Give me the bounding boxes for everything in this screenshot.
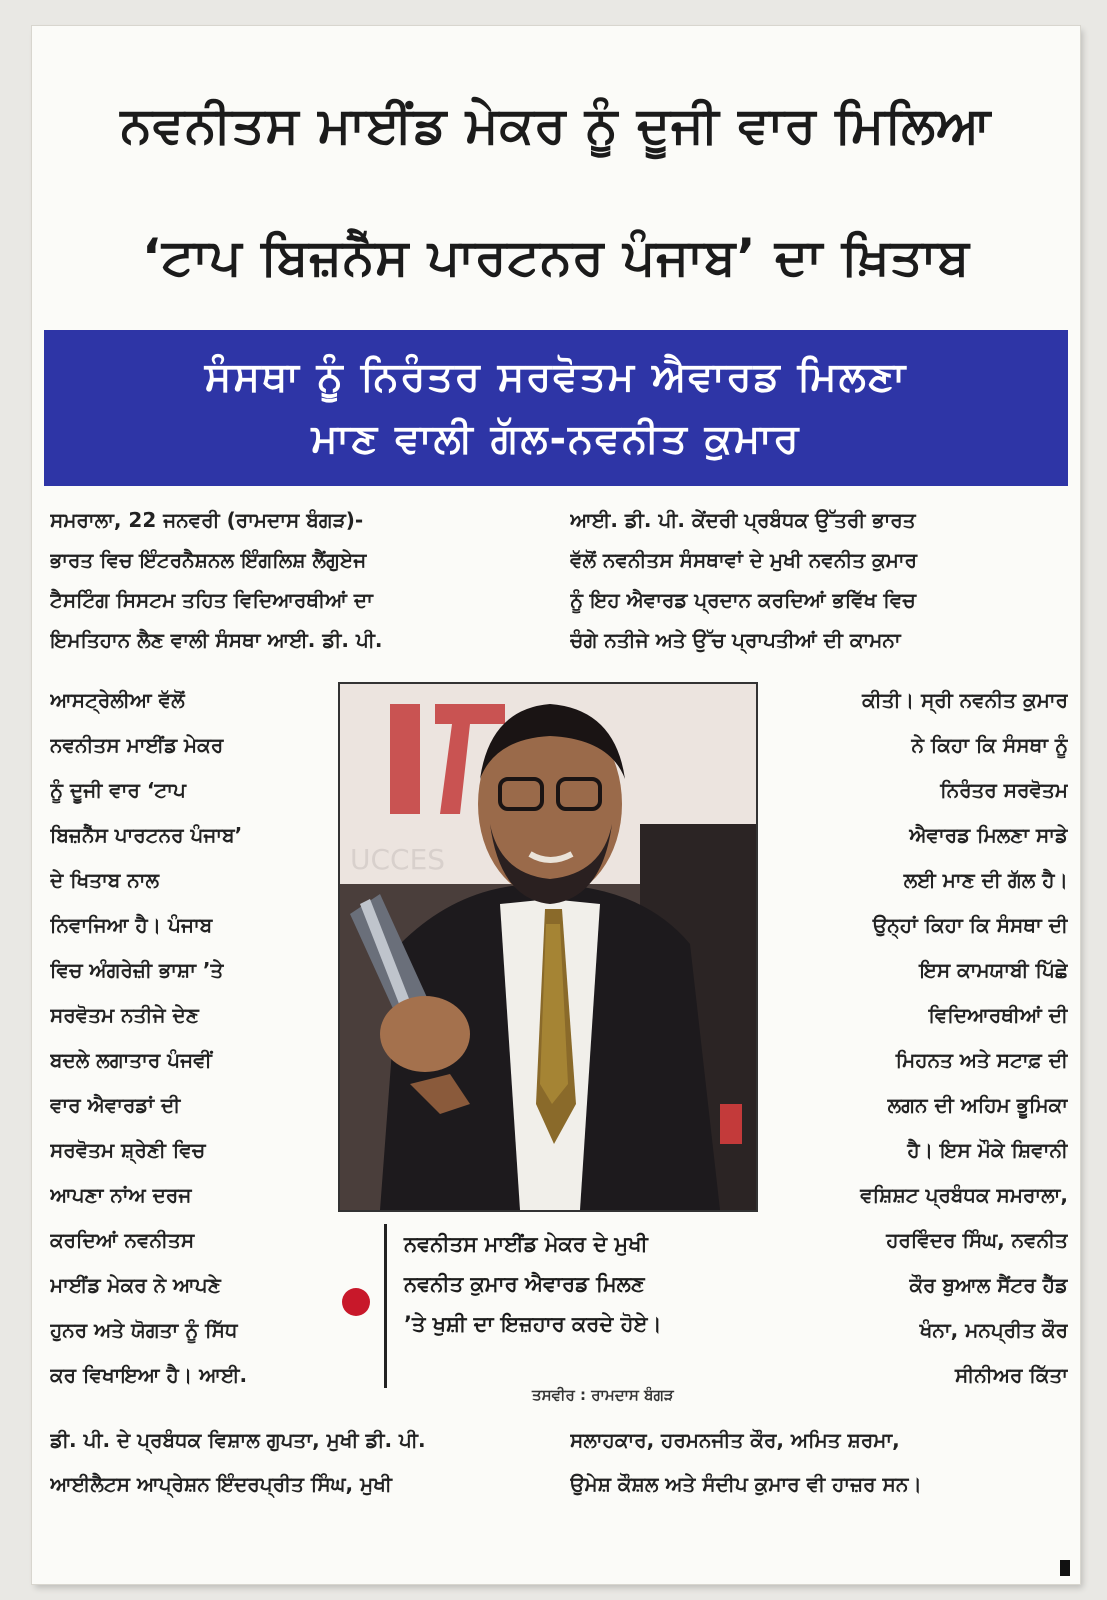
news-photo bbox=[338, 682, 758, 1212]
caption-line: ਨਵਨੀਤਸ ਮਾਈਂਡ ਮੇਕਰ ਦੇ ਮੁਖੀ bbox=[404, 1232, 648, 1256]
article-line: ਬਦਲੇ ਲਗਾਤਾਰ ਪੰਜਵੀਂ bbox=[50, 1048, 212, 1072]
article-line: ਨਿਵਾਜਿਆ ਹੈ। ਪੰਜਾਬ bbox=[50, 913, 213, 937]
article-line: ਡੀ. ਪੀ. ਦੇ ਪ੍ਰਬੰਧਕ ਵਿਸ਼ਾਲ ਗੁਪਤਾ, ਮੁਖੀ ਡੀ. ਪੀ. bbox=[50, 1428, 426, 1452]
article-line: ਆਸਟ੍ਰੇਲੀਆ ਵੱਲੋਂ bbox=[50, 688, 185, 712]
man-holding-award-icon bbox=[340, 684, 756, 1210]
article-line: ਸੀਨੀਅਰ ਕਿੱਤਾ bbox=[954, 1363, 1068, 1387]
article-line: ਸਰਵੋਤਮ ਨਤੀਜੇ ਦੇਣ bbox=[50, 1003, 199, 1027]
article-line: ਮਿਹਨਤ ਅਤੇ ਸਟਾਫ਼ ਦੀ bbox=[895, 1048, 1068, 1072]
article-line: ਨੂੰ ਇਹ ਐਵਾਰਡ ਪ੍ਰਦਾਨ ਕਰਦਿਆਂ ਭਵਿੱਖ ਵਿਚ bbox=[570, 588, 916, 612]
article-line: ਇਮਤਿਹਾਨ ਲੈਣ ਵਾਲੀ ਸੰਸਥਾ ਆਈ. ਡੀ. ਪੀ. bbox=[50, 628, 383, 652]
headline-line-2: ‘ਟਾਪ ਬਿਜ਼ਨੈੱਸ ਪਾਰਟਨਰ ਪੰਜਾਬ’ ਦਾ ਖ਼ਿਤਾਬ bbox=[141, 228, 971, 286]
article-line: ਬਿਜ਼ਨੈੱਸ ਪਾਰਟਨਰ ਪੰਜਾਬ’ bbox=[50, 823, 243, 847]
article-line: ਆਈਲੈਟਸ ਆਪ੍ਰੇਸ਼ਨ ਇੰਦਰਪ੍ਰੀਤ ਸਿੰਘ, ਮੁਖੀ bbox=[50, 1472, 392, 1496]
article-line: ਉਨ੍ਹਾਂ ਕਿਹਾ ਕਿ ਸੰਸਥਾ ਦੀ bbox=[872, 913, 1068, 937]
article-line: ਕੀਤੀ। ਸ੍ਰੀ ਨਵਨੀਤ ਕੁਮਾਰ bbox=[862, 688, 1068, 712]
article-line: ਟੈਸਟਿੰਗ ਸਿਸਟਮ ਤਹਿਤ ਵਿਦਿਆਰਥੀਆਂ ਦਾ bbox=[50, 588, 373, 612]
article-line: ਕਰ ਵਿਖਾਇਆ ਹੈ। ਆਈ. bbox=[50, 1363, 248, 1387]
article-line: ਉਮੇਸ਼ ਕੌਸ਼ਲ ਅਤੇ ਸੰਦੀਪ ਕੁਮਾਰ ਵੀ ਹਾਜ਼ਰ ਸਨ। bbox=[570, 1472, 922, 1496]
article-line: ਲਈ ਮਾਣ ਦੀ ਗੱਲ ਹੈ। bbox=[903, 868, 1068, 892]
article-line: ਐਵਾਰਡ ਮਿਲਣਾ ਸਾਡੇ bbox=[909, 823, 1068, 847]
article-line: ਵਸ਼ਿਸ਼ਟ ਪ੍ਰਬੰਧਕ ਸਮਰਾਲਾ, bbox=[860, 1183, 1068, 1207]
article-line: ਕਰਦਿਆਂ ਨਵਨੀਤਸ bbox=[50, 1228, 195, 1252]
article-line: ਨਵਨੀਤਸ ਮਾਈਂਡ ਮੇਕਰ bbox=[50, 733, 224, 757]
caption-line: ਨਵਨੀਤ ਕੁਮਾਰ ਐਵਾਰਡ ਮਿਲਣ bbox=[404, 1272, 645, 1296]
corner-mark bbox=[1060, 1560, 1070, 1576]
article-line: ਵਾਰ ਐਵਾਰਡਾਂ ਦੀ bbox=[50, 1093, 181, 1117]
article-line: ਵੱਲੋਂ ਨਵਨੀਤਸ ਸੰਸਥਾਵਾਂ ਦੇ ਮੁਖੀ ਨਵਨੀਤ ਕੁਮਾਰ bbox=[570, 548, 918, 572]
article-line: ਹੈ। ਇਸ ਮੌਕੇ ਸ਼ਿਵਾਨੀ bbox=[907, 1138, 1068, 1162]
caption-rule bbox=[384, 1224, 387, 1388]
article-line: ਵਿਚ ਅੰਗਰੇਜ਼ੀ ਭਾਸ਼ਾ ’ਤੇ bbox=[50, 958, 224, 982]
article-line: ਹੁਨਰ ਅਤੇ ਯੋਗਤਾ ਨੂੰ ਸਿੱਧ bbox=[50, 1318, 238, 1342]
newspaper-clipping bbox=[32, 26, 1080, 1584]
subheading-banner bbox=[44, 330, 1068, 486]
article-line: ਮਾਈਂਡ ਮੇਕਰ ਨੇ ਆਪਣੇ bbox=[50, 1273, 221, 1297]
article-line: ਚੰਗੇ ਨਤੀਜੇ ਅਤੇ ਉੱਚ ਪ੍ਰਾਪਤੀਆਂ ਦੀ ਕਾਮਨਾ bbox=[570, 628, 901, 652]
article-line: ਸਰਵੋਤਮ ਸ਼੍ਰੇਣੀ ਵਿਚ bbox=[50, 1138, 206, 1162]
article-line: ਹਰਵਿੰਦਰ ਸਿੰਘ, ਨਵਨੀਤ bbox=[886, 1228, 1068, 1252]
caption-bullet bbox=[342, 1288, 370, 1316]
article-line: ਇਸ ਕਾਮਯਾਬੀ ਪਿੱਛੇ bbox=[919, 958, 1068, 982]
photo-caption bbox=[404, 1224, 754, 1344]
banner-line-2: ਮਾਣ ਵਾਲੀ ਗੱਲ-ਨਵਨੀਤ ਕੁਮਾਰ bbox=[311, 416, 801, 462]
article-line: ਆਪਣਾ ਨਾਂਅ ਦਰਜ bbox=[50, 1183, 192, 1207]
article-line: ਭਾਰਤ ਵਿਚ ਇੰਟਰਨੈਸ਼ਨਲ ਇੰਗਲਿਸ਼ ਲੈਂਗੁਏਜ bbox=[50, 548, 367, 572]
article-line: ਨੂੰ ਦੂਜੀ ਵਾਰ ‘ਟਾਪ bbox=[50, 778, 186, 802]
article-line: ਆਈ. ਡੀ. ਪੀ. ਕੇਂਦਰੀ ਪ੍ਰਬੰਧਕ ਉੱਤਰੀ ਭਾਰਤ bbox=[570, 508, 916, 532]
article-line: ਸਲਾਹਕਾਰ, ਹਰਮਨਜੀਤ ਕੌਰ, ਅਮਿਤ ਸ਼ਰਮਾ, bbox=[570, 1428, 900, 1452]
article-line: ਨਿਰੰਤਰ ਸਰਵੋਤਮ bbox=[940, 778, 1068, 802]
article-line: ਸਮਰਾਲਾ, 22 ਜਨਵਰੀ (ਰਾਮਦਾਸ ਬੰਗੜ)- bbox=[50, 508, 364, 532]
article-line: ਕੌਰ ਬੁਆਲ ਸੈਂਟਰ ਹੈੱਡ bbox=[909, 1273, 1068, 1297]
article-line: ਨੇ ਕਿਹਾ ਕਿ ਸੰਸਥਾ ਨੂੰ bbox=[911, 733, 1068, 757]
caption-line: ’ਤੇ ਖੁਸ਼ੀ ਦਾ ਇਜ਼ਹਾਰ ਕਰਦੇ ਹੋਏ। bbox=[404, 1312, 662, 1336]
article-line: ਵਿਦਿਆਰਥੀਆਂ ਦੀ bbox=[928, 1003, 1068, 1027]
banner-line-1: ਸੰਸਥਾ ਨੂੰ ਨਿਰੰਤਰ ਸਰਵੋਤਮ ਐਵਾਰਡ ਮਿਲਣਾ bbox=[204, 354, 908, 400]
article-line: ਲਗਨ ਦੀ ਅਹਿਮ ਭੂਮਿਕਾ bbox=[887, 1093, 1068, 1117]
article-line: ਖੰਨਾ, ਮਨਪ੍ਰੀਤ ਕੌਰ bbox=[919, 1318, 1068, 1342]
photo-credit: ਤਸਵੀਰ : ਰਾਮਦਾਸ ਬੰਗੜ bbox=[532, 1386, 674, 1404]
backdrop-text: UCCES bbox=[350, 843, 446, 876]
headline-line-1: ਨਵਨੀਤਸ ਮਾਈਂਡ ਮੇਕਰ ਨੂੰ ਦੂਜੀ ਵਾਰ ਮਿਲਿਆ bbox=[120, 96, 992, 154]
article-line: ਦੇ ਖਿਤਾਬ ਨਾਲ bbox=[50, 868, 160, 892]
